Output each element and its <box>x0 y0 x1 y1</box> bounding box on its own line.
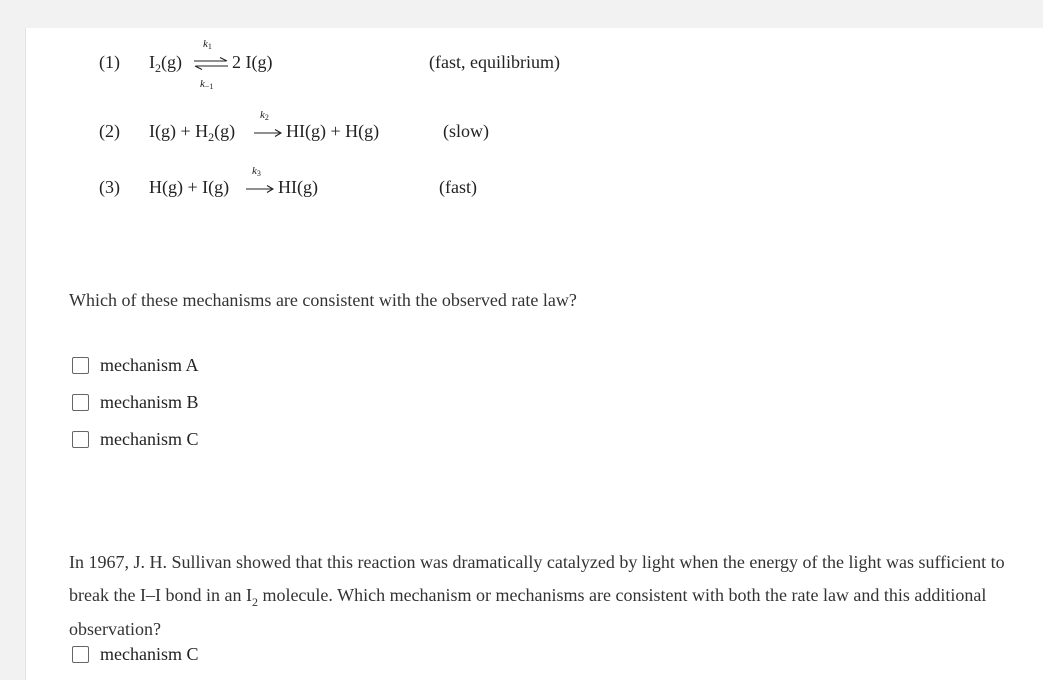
equation-1-number: (1) <box>99 52 120 72</box>
option-mechanism-b[interactable] <box>72 391 198 413</box>
equation-2-number: (2) <box>99 121 120 141</box>
equation-1-reactant: $I_2(g)$ <box>149 52 182 75</box>
option-mechanism-c-q2[interactable] <box>72 643 198 665</box>
question-1-text: Which of these mechanisms are consistent with the observed rate law? <box>69 290 577 310</box>
option-label: mechanism B <box>100 391 199 412</box>
checkbox[interactable] <box>72 431 89 448</box>
option-label: mechanism C <box>100 643 199 664</box>
equation-1-k-reverse: $k_{-1}$ <box>200 78 214 91</box>
checkbox[interactable] <box>72 646 89 663</box>
equation-2-products: HI(g) + H(g) <box>286 121 380 141</box>
equation-3-number: (3) <box>99 177 120 197</box>
reaction-arrow-icon <box>245 184 275 194</box>
content-panel <box>25 28 1043 680</box>
equation-2-k: $k_2$ <box>260 109 269 122</box>
option-label: mechanism A <box>100 354 199 375</box>
equation-1-k-forward: $k_1$ <box>203 38 212 51</box>
checkbox[interactable] <box>72 394 89 411</box>
equation-3-k: $k_3$ <box>252 165 261 178</box>
equation-3-products: HI(g) <box>278 177 318 197</box>
option-label: mechanism C <box>100 428 199 449</box>
equation-2-reactants: $I(g) + H_2(g)$ <box>149 121 236 144</box>
equation-3-reactants: H(g) + I(g) <box>149 177 230 197</box>
equation-1-note: (fast, equilibrium) <box>429 52 560 72</box>
checkbox[interactable] <box>72 357 89 374</box>
equation-1-products: 2 I(g) <box>232 52 273 72</box>
equation-3-note: (fast) <box>439 177 477 197</box>
equation-2-note: (slow) <box>443 121 489 141</box>
option-mechanism-a[interactable] <box>72 354 198 376</box>
equilibrium-arrow-icon <box>193 57 229 71</box>
option-mechanism-c[interactable] <box>72 428 198 450</box>
reaction-arrow-icon <box>253 128 283 138</box>
question-2-text: In 1967, J. H. Sullivan showed that this reaction was dramatically catalyzed by light when the energy of the light was sufficient to break the I–I bond in an $I_2$ molecule. Which mechanism or mechanisms are consistent with both the rate law and this additional observation? <box>69 552 1005 639</box>
